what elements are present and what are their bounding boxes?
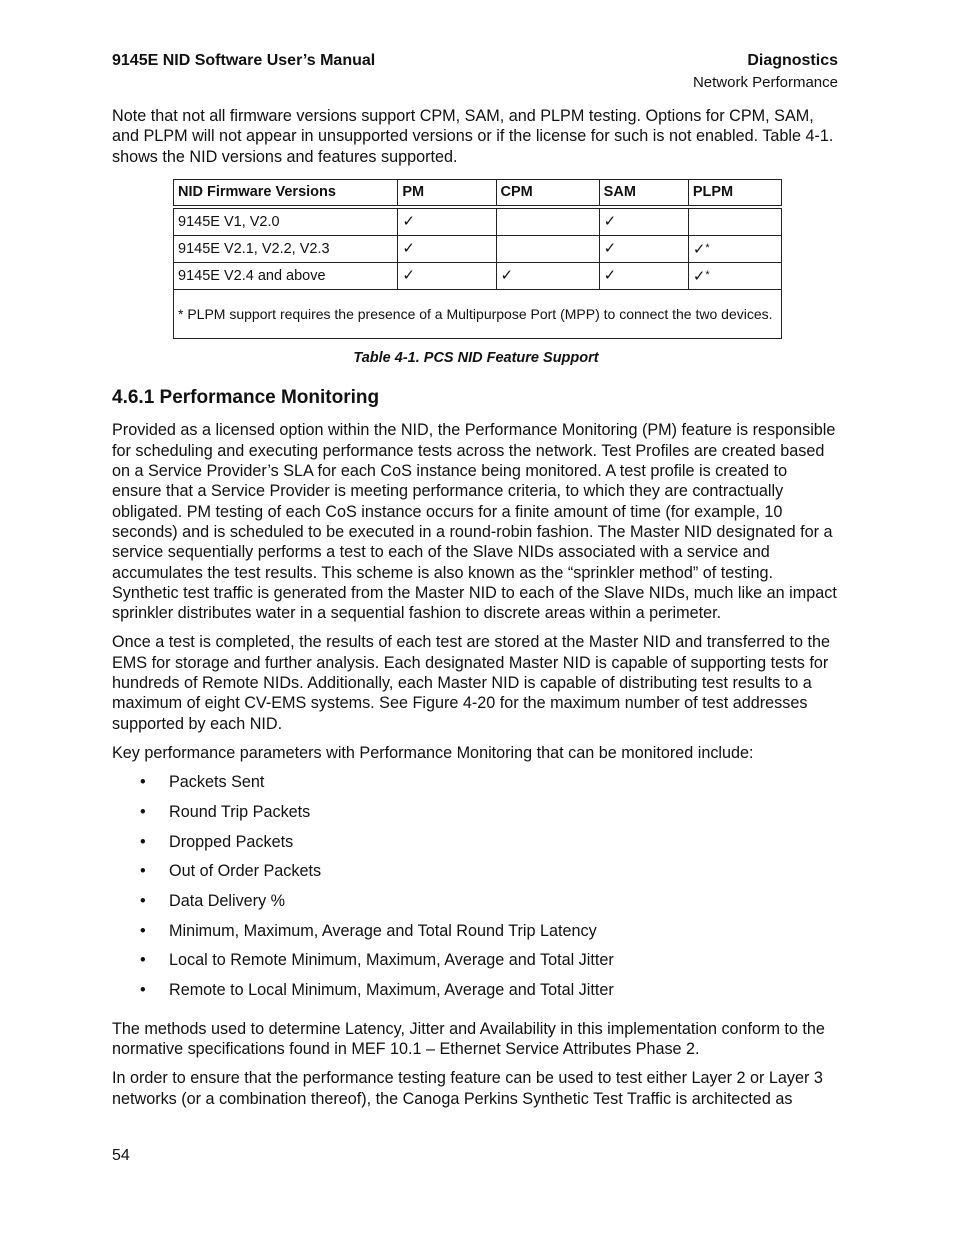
list-item	[112, 832, 840, 862]
list-item	[112, 950, 840, 980]
bullet-icon: •	[140, 832, 146, 851]
list-item-text: Packets Sent	[169, 773, 265, 792]
table-footnote-row	[174, 289, 782, 338]
list-item-text: Dropped Packets	[169, 832, 294, 851]
version-cell: 9145E V2.1, V2.2, V2.3	[174, 235, 398, 262]
list-item	[112, 980, 840, 1010]
list-item	[112, 891, 840, 921]
check-icon	[496, 207, 599, 236]
manual-title: 9145E NID Software User’s Manual	[112, 52, 376, 69]
bullet-icon: •	[140, 862, 146, 881]
bullet-icon: •	[140, 891, 146, 910]
check-icon: ✓	[599, 262, 688, 289]
check-icon: ✓	[496, 262, 599, 289]
plpm-cell	[688, 262, 781, 289]
plpm-cell	[688, 207, 781, 236]
feature-support-table	[173, 179, 782, 339]
section-heading: 4.6.1 Performance Monitoring	[112, 387, 380, 409]
version-cell: 9145E V1, V2.0	[174, 207, 398, 236]
list-item-text: Out of Order Packets	[169, 862, 322, 881]
column-header: NID Firmware Versions	[174, 179, 398, 207]
performance-parameters-list	[112, 772, 840, 1010]
plpm-cell	[688, 235, 781, 262]
table-row	[174, 262, 782, 289]
check-icon	[496, 235, 599, 262]
list-item	[112, 772, 840, 802]
table-caption: Table 4-1. PCS NID Feature Support	[353, 349, 599, 366]
bullet-icon: •	[140, 802, 146, 821]
table-row	[174, 207, 782, 236]
bullet-icon: •	[140, 921, 146, 940]
list-item	[112, 802, 840, 832]
check-icon: ✓	[398, 262, 496, 289]
check-icon: ✓	[692, 267, 706, 285]
intro-paragraph: Note that not all firmware versions support CPM, SAM, and PLPM testing. Options for CPM, SAM, and PLPM will not appear in unsupported versions or if the license for such is not enabled. Table 4-1. shows the NID versions and features supported.	[112, 107, 834, 166]
check-icon: ✓	[692, 240, 706, 258]
check-icon: ✓	[398, 235, 496, 262]
version-cell: 9145E V2.4 and above	[174, 262, 398, 289]
column-header: PLPM	[688, 179, 781, 207]
bullet-icon: •	[140, 951, 146, 970]
table-footnote: * PLPM support requires the presence of a Multipurpose Port (MPP) to connect the two devices.	[174, 289, 782, 338]
list-item-text: Remote to Local Minimum, Maximum, Average and Total Jitter	[169, 981, 614, 1000]
footnote-marker: *	[705, 241, 710, 254]
list-item-text: Data Delivery %	[169, 891, 286, 910]
section-title: Network Performance	[692, 74, 838, 91]
column-header: PM	[398, 179, 496, 207]
check-icon: ✓	[599, 235, 688, 262]
list-item	[112, 861, 840, 891]
body-paragraph: Once a test is completed, the results of each test are stored at the Master NID and transferred to the EMS for storage and further analysis. Each designated Master NID is capable of supporting tests for hundreds of Remote NIDs. Additionally, each Master NID is capable of distributing test results to a maximum of eight CV-EMS systems. See Figure 4-20 for the maximum number of test addresses supported by each NID.	[112, 633, 831, 733]
list-item	[112, 921, 840, 951]
body-paragraph: Provided as a licensed option within the NID, the Performance Monitoring (PM) feature is responsible for scheduling and executing performance tests across the network. Test Profiles are created based on a Service Provider’s SLA for each CoS instance being monitored. A test profile is created to ensure that a Service Provider is meeting performance criteria, to which they are contractually obligated. PM testing of each CoS instance occurs for a finite amount of time (for example, 10 seconds) and is scheduled to be executed in a round-robin fashion. The Master NID designated for a service sequentially performs a test to each of the Slave NIDs associated with a service and accumulates the test results. This scheme is also known as the “sprinkler method” of testing. Synthetic test traffic is generated from the Master NID to each of the Slave NIDs, much like an impact sprinkler distributes water in a sequential fashion to discrete areas within a perimeter.	[112, 421, 837, 623]
list-item-text: Minimum, Maximum, Average and Total Round Trip Latency	[169, 921, 597, 940]
body-paragraph: In order to ensure that the performance testing feature can be used to test either Layer 2 or Layer 3 networks (or a combination thereof), the Canoga Perkins Synthetic Test Traffic is architected as	[112, 1069, 823, 1108]
check-icon: ✓	[599, 207, 688, 236]
chapter-title: Diagnostics	[747, 52, 838, 69]
column-header: CPM	[496, 179, 599, 207]
table-row	[174, 235, 782, 262]
body-paragraph: The methods used to determine Latency, Jitter and Availability in this implementation conform to the normative specifications found in MEF 10.1 – Ethernet Service Attributes Phase 2.	[112, 1019, 825, 1059]
bullet-icon: •	[140, 981, 146, 1000]
list-item-text: Round Trip Packets	[169, 802, 311, 821]
list-item-text: Local to Remote Minimum, Maximum, Average and Total Jitter	[169, 951, 614, 970]
check-icon: ✓	[398, 207, 496, 236]
page-number: 54	[112, 1147, 130, 1164]
page-content	[112, 106, 840, 1118]
footnote-marker: *	[705, 268, 710, 281]
bullet-icon: •	[140, 773, 146, 792]
table-header-row	[174, 179, 782, 207]
column-header: SAM	[599, 179, 688, 207]
body-paragraph: Key performance parameters with Performance Monitoring that can be monitored include:	[112, 743, 754, 762]
